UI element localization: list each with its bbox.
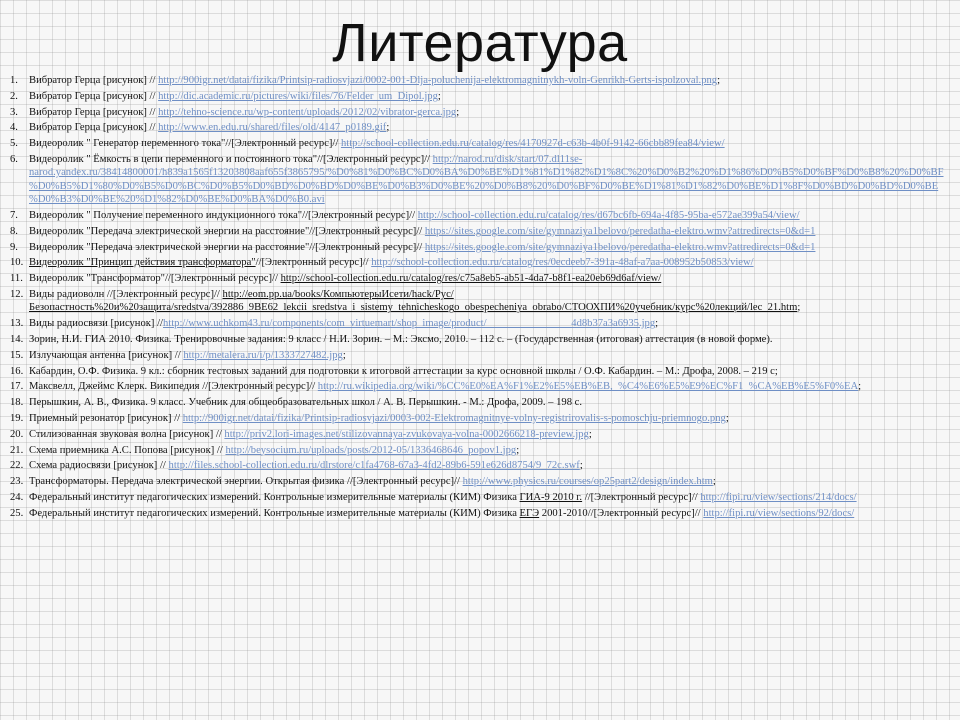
item-text: Зорин, Н.И. ГИА 2010. Физика. Тренировочные задания: 9 класс / Н.И. Зорин. – М.: Эксмо, 2010. – 112 с. – (Государственная (итоговая) аттестация (в новой форме).: [29, 333, 773, 345]
list-item: [10, 365, 946, 378]
item-number: 25.: [10, 507, 24, 519]
list-item: [10, 444, 946, 457]
item-tail: ;: [655, 318, 659, 330]
item-number: 22.: [10, 460, 24, 472]
source-link[interactable]: http://school-collection.edu.ru/catalog/res/4170927d-c63b-4b0f-9142-66cbb89fea84/view/: [340, 138, 725, 150]
source-link[interactable]: http://fipi.ru/view/sections/92/docs/: [703, 507, 855, 519]
item-text: [29, 444, 946, 457]
item-number: 1.: [10, 75, 18, 86]
item-text: [29, 90, 946, 103]
item-text: [29, 380, 946, 393]
item-text-part: Виды радиоволн //[Электронный ресурс]//: [29, 288, 223, 300]
item-text: [29, 459, 946, 472]
list-item: [10, 121, 946, 134]
item-number: 12.: [10, 288, 24, 300]
item-text: [29, 241, 946, 254]
source-link[interactable]: http://school-collection.edu.ru/catalog/res/d67bc6fb-694a-4f85-95ba-e572ae399a54/view/: [417, 210, 800, 221]
item-number: 4.: [10, 122, 18, 134]
source-link[interactable]: http://ru.wikipedia.org/wiki/%CC%E0%EA%F1%E2%E5%EB%EB,_%C4%E6%E5%E9%EC%F1_%CA%EB%E5%F0%EA: [317, 381, 859, 393]
item-number: 21.: [10, 444, 24, 456]
source-link[interactable]: http://tehno-science.ru/wp-content/uploads/2012/02/vibrator-gerca.jpg: [158, 106, 457, 118]
item-tail: ;: [342, 349, 346, 361]
item-text-part: Видеоролик "Принцип действия трансформатора": [29, 257, 256, 269]
source-link[interactable]: http://www.en.edu.ru/shared/files/old/4147_p0189.gif: [158, 122, 387, 134]
item-text: [29, 256, 946, 269]
list-item: [10, 491, 946, 504]
item-text-part: Видеоролик "Передача электрической энергии на расстояние"//[Электронный ресурс]//: [29, 225, 425, 237]
item-number: 8.: [10, 225, 18, 237]
item-text: [29, 349, 946, 362]
source-link[interactable]: http://dic.academic.ru/pictures/wiki/files/76/Felder_um_Dipol.jpg: [158, 90, 438, 102]
item-text: [29, 412, 946, 425]
item-text-part: Видеоролик " Ёмкость в цепи переменного и постоянного тока"//[Электронный ресурс]//: [29, 153, 433, 165]
item-text: [29, 225, 946, 238]
item-text-part: Видеоролик "Трансформатор"//[Электронный ресурс]//: [29, 273, 281, 285]
item-number: 20.: [10, 428, 24, 440]
item-text: [29, 428, 946, 441]
list-item: [10, 272, 946, 285]
list-item: [10, 288, 946, 315]
item-text-part: Видеоролик " Получение переменного индукционного тока"//[Электронный ресурс]//: [29, 210, 418, 221]
list-item: [10, 412, 946, 425]
item-number: 17.: [10, 381, 24, 393]
item-text-part: Виды радиосвязи [рисунок] //: [29, 318, 163, 330]
item-tail: ;: [717, 75, 721, 86]
item-text: [29, 137, 946, 150]
item-number: 16.: [10, 365, 24, 377]
item-tail: ;: [456, 106, 460, 118]
item-text: [29, 288, 946, 315]
list-item: [10, 396, 946, 409]
item-tail: ;: [725, 412, 729, 424]
list-item: [10, 333, 946, 346]
item-text-part: Федеральный институт педагогических измерений. Контрольные измерительные материалы (КИМ) Физика: [29, 507, 520, 519]
item-tail: ;: [588, 428, 592, 440]
item-number: 19.: [10, 412, 24, 424]
item-number: 23.: [10, 476, 24, 488]
item-text: [29, 209, 946, 222]
list-item: [10, 241, 946, 254]
item-text-part: Схема приемника А.С. Попова [рисунок] //: [29, 444, 226, 456]
item-text: [29, 317, 946, 330]
item-tail: ;: [858, 381, 862, 393]
item-number: 18.: [10, 397, 24, 409]
list-item: [10, 475, 946, 488]
list-item: [10, 507, 946, 520]
item-text-part: Схема радиосвязи [рисунок] //: [29, 460, 169, 472]
item-number: 11.: [10, 273, 23, 285]
item-text: [29, 507, 946, 520]
item-number: 15.: [10, 349, 24, 361]
item-text-part: Видеоролик " Генератор переменного тока"//[Электронный ресурс]//: [29, 138, 341, 150]
item-text-part: Вибратор Герца [рисунок] //: [29, 90, 159, 102]
item-number: 2.: [10, 90, 18, 102]
item-text: [29, 272, 946, 285]
item-text-part: Трансформаторы. Передача электрической энергии. Открытая физика //[Электронный ресурс]//: [29, 476, 463, 488]
item-tail: ;: [579, 460, 583, 472]
item-number: 6.: [10, 153, 18, 165]
item-text-part: //[Электронный ресурс]//: [255, 257, 372, 269]
list-item: [10, 153, 946, 207]
item-text-part: Излучающая антенна [рисунок] //: [29, 349, 184, 361]
item-number: 13.: [10, 318, 24, 330]
item-text-part: Приемный резонатор [рисунок] //: [29, 412, 183, 424]
item-text-part: 2001-2010//[Электронный ресурс]//: [539, 507, 704, 519]
item-text: Перышкин, А. В., Физика. 9 класс. Учебник для общеобразовательных школ / А. В. Перышкин. - М.: Дрофа, 2009. – 198 с.: [29, 397, 583, 409]
source-link[interactable]: http://beysocium.ru/uploads/posts/2012-05/1336468646_popov1.jpg: [225, 444, 517, 456]
item-text: [29, 491, 946, 504]
item-text: [29, 121, 946, 134]
source-link[interactable]: http://www.uchkom43.ru/components/com_virtuemart/shop_image/product/________________4d8b37a3a6935.jpg: [162, 318, 656, 330]
item-text-part: Стилизованная звуковая волна [рисунок] //: [29, 428, 225, 440]
source-link[interactable]: http://priv2.lori-images.net/stilizovannaya-zvukovaya-volna-0002666218-preview.jpg: [224, 428, 589, 440]
list-item: [10, 428, 946, 441]
item-text-part: Видеоролик "Передача электрической энергии на расстояние"//[Электронный ресурс]//: [29, 241, 425, 253]
source-link[interactable]: http://fipi.ru/view/sections/214/docs/: [700, 491, 857, 503]
item-text: [29, 153, 946, 207]
source-link[interactable]: https://sites.google.com/site/gymnaziya1belovo/peredatha-elektro.wmv?attredirects=0&d=1: [424, 225, 816, 237]
source-link[interactable]: http://www.physics.ru/courses/op25part2/design/index.htm: [462, 476, 713, 488]
item-text-part: Максвелл, Джеймс Клерк. Википедия //[Электронный ресурс]//: [29, 381, 318, 393]
item-text: Кабардин, О.Ф. Физика. 9 кл.: сборник тестовых заданий для подготовки к итоговой аттестации за курс основной школы / О.Ф. Кабардин. – М.: Дрофа, 2008. – 219 с;: [29, 365, 778, 377]
item-text-part: Федеральный институт педагогических измерений. Контрольные измерительные материалы (КИМ) Физика: [29, 491, 520, 503]
source-link[interactable]: http://narod.ru/disk/start/07.dl11se-narod.yandex.ru/38414800001/h839a1565f13203808aaf655f3865795/%D0%81%D0%BC%D0%BA%D0%BE%D1%81%D1%82%D1%8C%20%D0%B2%20%D1%86%D0%B5%D0%BF%D0%B8%20%D0%BF%D0%B5%D1%80%D0%B5%D0%BC%D0%B5%D0%BD%D0%BD%D0%BE%D0%B3%D0%BE%20%D0%B8%20%D0%BF%D0%BE%D1%81%D1%82%D0%BE%D1%8F%D0%BD%D0%BD%D0%BE%D0%B3%D0%BE%20%D1%82%D0%BE%D0%BA%D0%B0.avi: [29, 153, 944, 206]
source-link[interactable]: http://files.school-collection.edu.ru/dlrstore/c1fa4768-67a3-4fd2-89b6-591e626d8754/9_72c.swf: [168, 460, 580, 472]
item-number: 10.: [10, 257, 24, 269]
source-link[interactable]: https://sites.google.com/site/gymnaziya1belovo/peredatha-elektro.wmv?attredirects=0&d=1: [424, 241, 816, 253]
item-number: 3.: [10, 106, 18, 118]
list-item: [10, 106, 946, 119]
item-number: 5.: [10, 138, 18, 150]
list-item: [10, 349, 946, 362]
list-item: [10, 90, 946, 103]
list-item: [10, 459, 946, 472]
source-link[interactable]: http://school-collection.edu.ru/catalog/res/0ecdeeb7-391a-48af-a7aa-008952b50853/view/: [371, 257, 754, 269]
item-text: [29, 475, 946, 488]
list-item: [10, 380, 946, 393]
source-link[interactable]: http://eom.pp.ua/books/КомпьютерыИсети/hack/Рус/Безопастность%20и%20защита/sredstva/392886_9BE62_lekcii_sredstva_i_sistemy_tehnicheskogo_obespecheniya_obrabo/СТООХПИ%20учебник/курс%20лекций/lec_21.htm: [29, 288, 798, 314]
item-number: 7.: [10, 210, 18, 221]
item-text-part: //[Электронный ресурс]//: [582, 491, 701, 503]
item-text: [29, 74, 946, 87]
item-tail: ;: [712, 476, 716, 488]
references-list: [10, 74, 946, 523]
item-text-part: ГИА-9 2010 г.: [519, 491, 583, 503]
list-item: [10, 137, 946, 150]
item-number: 9.: [10, 241, 18, 253]
page-title: Литература: [332, 13, 628, 73]
list-item: [10, 317, 946, 330]
item-number: 24.: [10, 491, 24, 503]
source-link[interactable]: http://900igr.net/datai/fizika/Printsip-radiosvjazi/0002-001-Dlja-poluchenija-elektromagnitnykh-voln-Genrikh-Gerts-ispolzoval.png: [158, 75, 718, 86]
list-item: [10, 74, 946, 87]
item-text-part: Вибратор Герца [рисунок] //: [29, 106, 159, 118]
source-link[interactable]: http://metalera.ru/i/p/1333727482.jpg: [183, 349, 343, 361]
source-link[interactable]: http://900igr.net/datai/fizika/Printsip-radiosvjazi/0003-002-Elektromagnitnye-volny-registrirovalis-s-pomoschju-priemnogo.png: [182, 412, 726, 424]
item-tail: ;: [797, 302, 801, 314]
item-tail: ;: [386, 122, 390, 134]
list-item: [10, 225, 946, 238]
item-tail: ;: [516, 444, 520, 456]
item-number: 14.: [10, 333, 24, 345]
list-item: [10, 209, 946, 222]
item-text: [29, 106, 946, 119]
list-item: [10, 256, 946, 269]
item-text-part: Вибратор Герца [рисунок] //: [29, 75, 159, 86]
source-link[interactable]: http://school-collection.edu.ru/catalog/res/c75a8eb5-ab51-4da7-b8f1-ea20eb69d6af/view/: [280, 273, 662, 285]
item-text-part: Вибратор Герца [рисунок] //: [29, 122, 159, 134]
item-tail: ;: [437, 90, 441, 102]
item-text-part: ЕГЭ: [519, 507, 540, 519]
